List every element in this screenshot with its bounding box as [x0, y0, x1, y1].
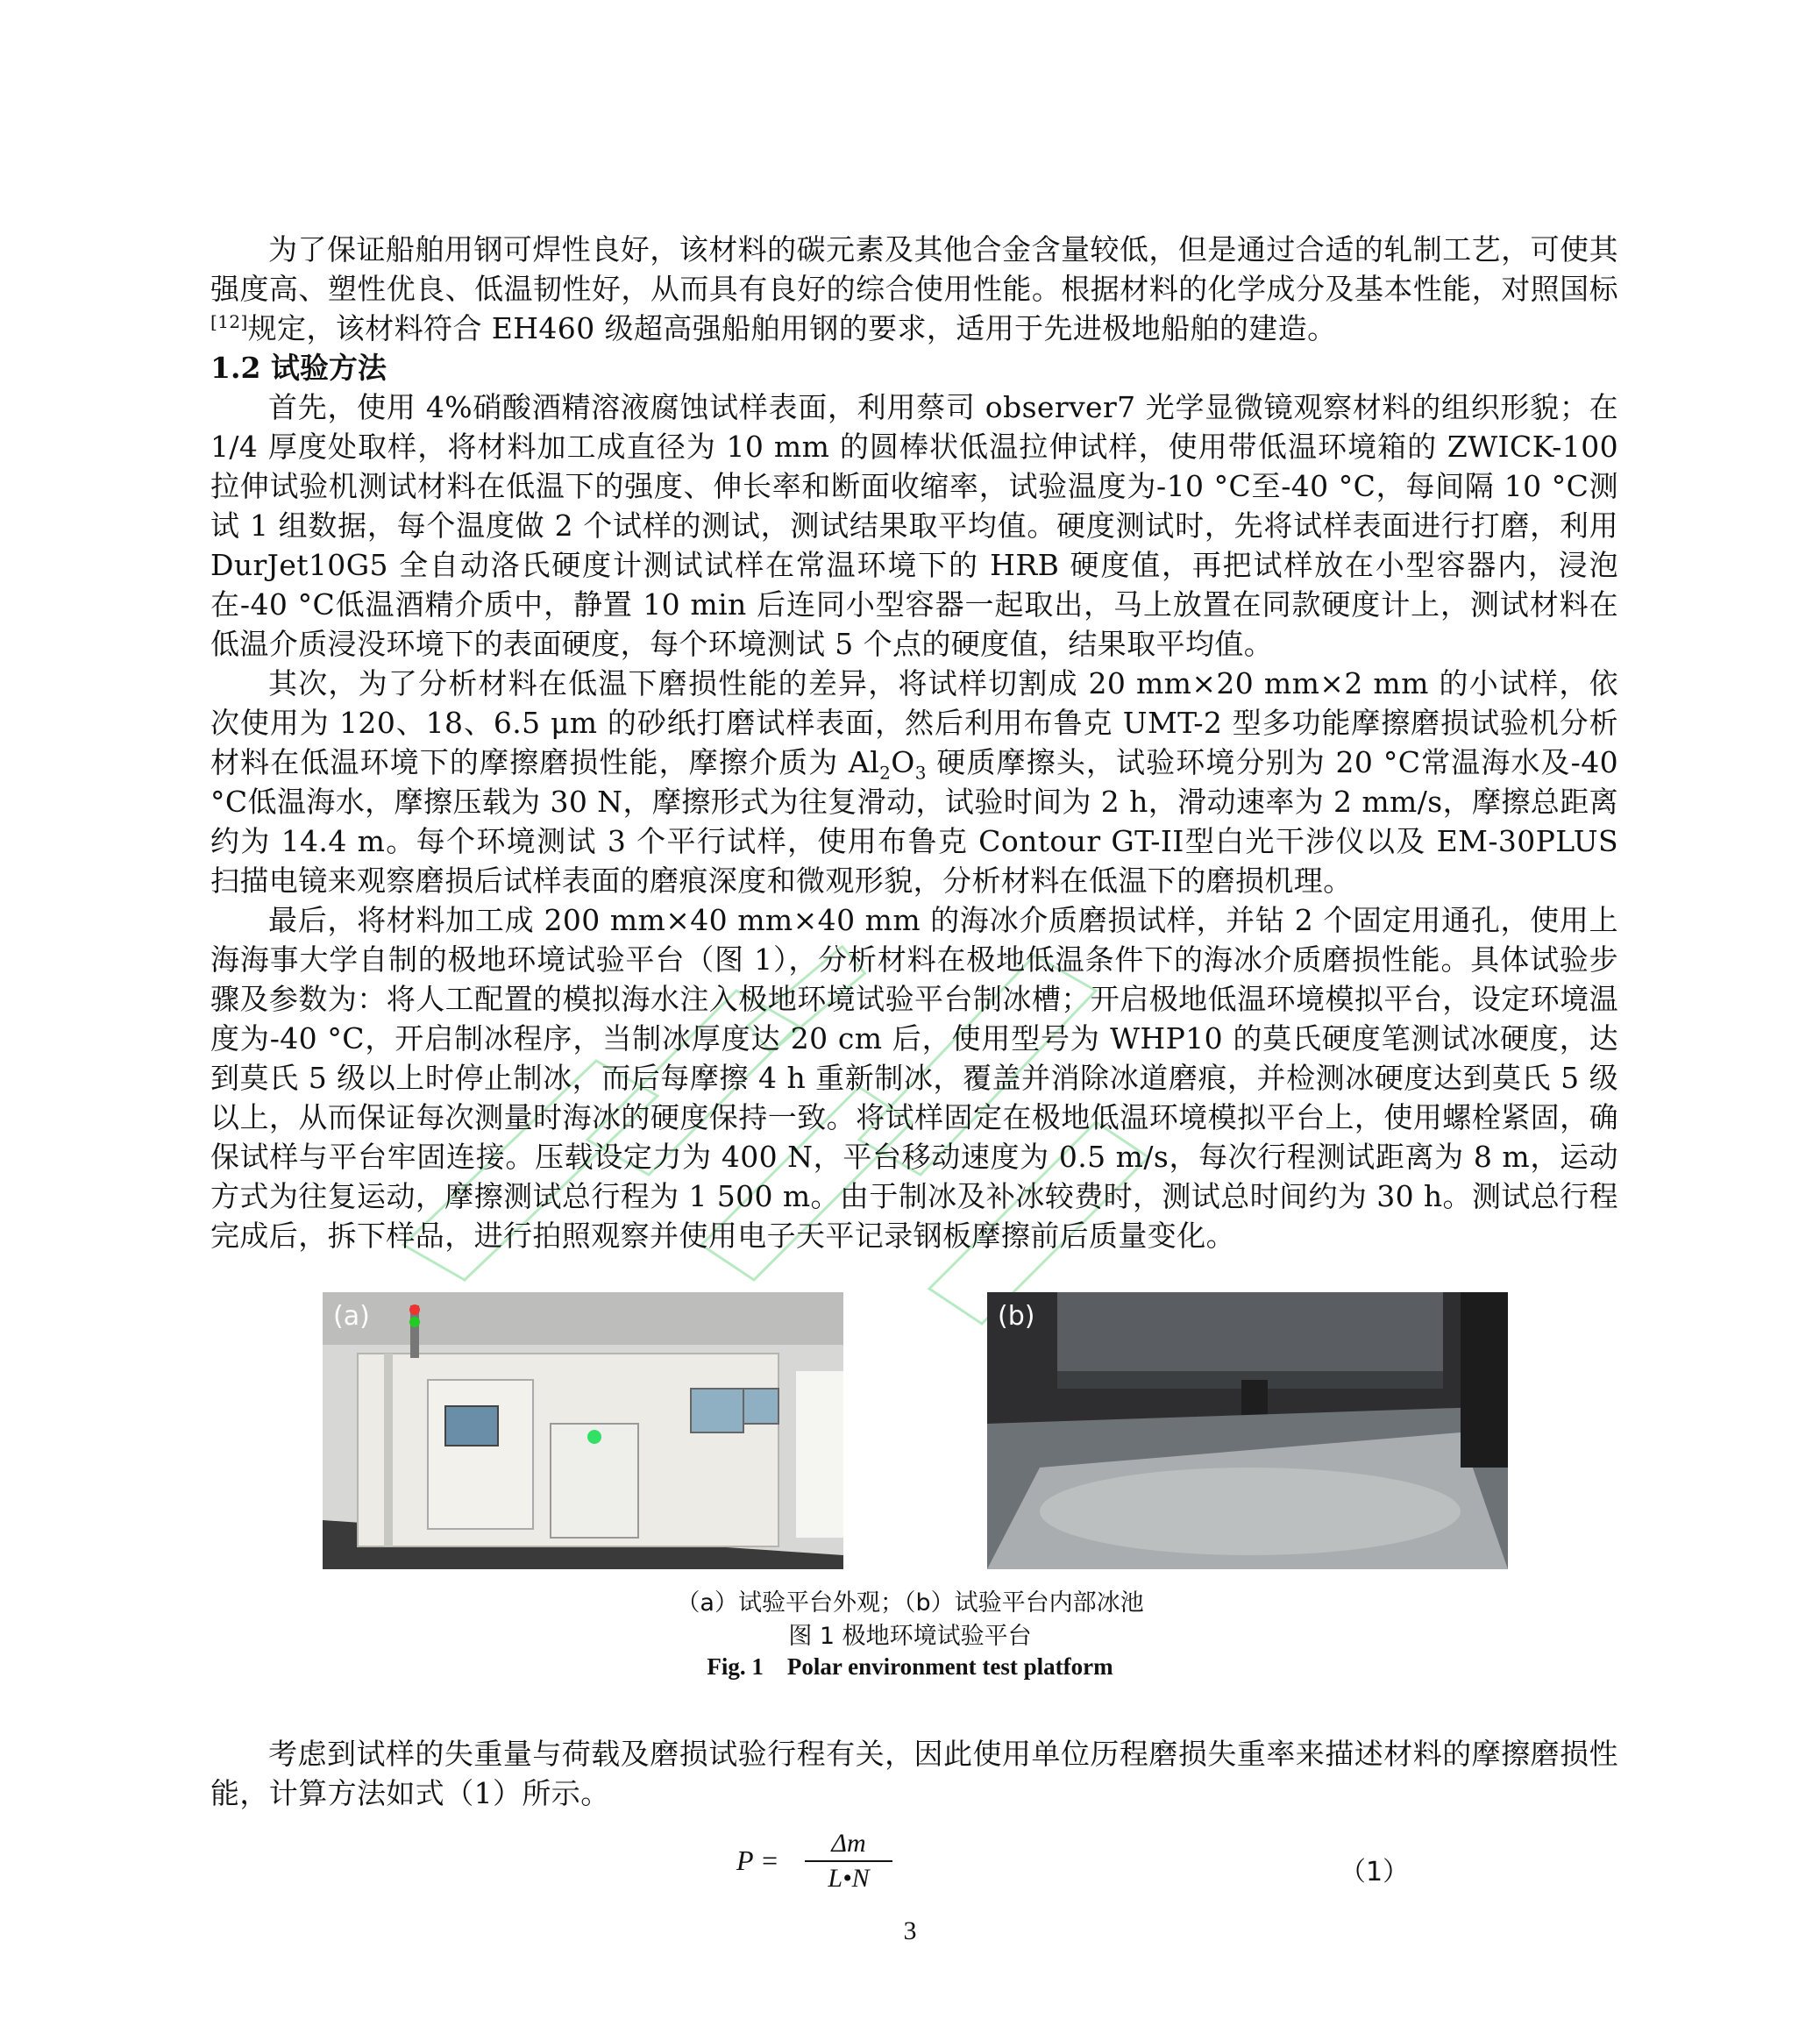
- figure-caption-en-label: Fig. 1: [707, 1653, 764, 1680]
- figure-caption-en: [0, 1653, 1820, 1681]
- figure-1: [0, 1292, 1820, 1569]
- paragraph-method-3: 最后，将材料加工成 200 mm×40 mm×40 mm 的海冰介质磨损试样，并钻 2 个固定用通孔，使用上海海事大学自制的极地环境试验平台（图 1），分析材料在极地低温条件下的海冰介质磨损性能。具体试验步骤及参数为：将人工配置的模拟海水注入极地环境试验平台制冰槽；开启极地低温环境模拟平台，设定环境温度为-40 °C，开启制冰程序，当制冰厚度达 20 cm 后，使用型号为 WHP10 的莫氏硬度笔测试冰硬度，达到莫氏 5 级以上时停止制冰，而后每摩擦 4 h 重新制冰，覆盖并消除冰道磨痕，并检测冰硬度达到莫氏 5 级以上，从而保证每次测量时海冰的硬度保持一致。将试样固定在极地低温环境模拟平台上，使用螺栓紧固，确保试样与平台牢固连接。压载设定力为 400 N，平台移动速度为 0.5 m/s，每次行程测试距离为 8 m，运动方式为往复运动，摩擦测试总行程为 1 500 m。由于制冰及补冰较费时，测试总时间约为 30 h。测试总行程完成后，拆下样品，进行拍照观察并使用电子天平记录钢板摩擦前后质量变化。: [210, 903, 1618, 1253]
- equation-fraction: [805, 1829, 892, 1894]
- reference-mark: [12]: [210, 311, 248, 332]
- section-heading: 1.2 试验方法: [210, 351, 387, 385]
- panel-a-label: (a): [333, 1301, 370, 1332]
- figure-caption-cn: 图 1 极地环境试验平台: [788, 1623, 1032, 1650]
- equation-numerator: Δm: [831, 1829, 866, 1858]
- paragraph-text-part: 其次，为了分析材料在低温下磨损性能的差异，将试样切割成 20 mm×20 mm×2 mm 的小试样，依次使用为 120、18、6.5 μm 的砂纸打磨试样表面，然后利用布鲁克 UMT-2 型多功能摩擦磨损试验机分析材料在低温环境下的摩擦磨损性能，摩擦介质为 Al: [210, 666, 1618, 779]
- photo-a-illustration: [323, 1292, 843, 1569]
- subscript: 2: [879, 762, 892, 784]
- after-figure-text: [210, 1734, 1618, 1813]
- equation-lhs: P =: [736, 1845, 779, 1876]
- intro-text-part: 规定，该材料符合 EH460 级超高强船舶用钢的要求，适用于先进极地船舶的建造。: [247, 311, 1337, 345]
- photo-test-platform-exterior: [323, 1292, 843, 1569]
- fraction-bar: [805, 1860, 892, 1862]
- intro-text-part: 为了保证船舶用钢可焊性良好，该材料的碳元素及其他合金含量较低，但是通过合适的轧制工艺，可使其强度高、塑性优良、低温韧性好，从而具有良好的综合使用性能。根据材料的化学成分及基本性能，对照国标: [210, 232, 1618, 306]
- subscript: 3: [914, 762, 927, 784]
- photo-b-illustration: [987, 1292, 1508, 1569]
- paragraph-wear-rate: 考虑到试样的失重量与荷载及磨损试验行程有关，因此使用单位历程磨损失重率来描述材料的摩擦磨损性能，计算方法如式（1）所示。: [210, 1737, 1618, 1810]
- photo-ice-pool-interior: [987, 1292, 1508, 1569]
- paragraph-text-part: O: [891, 745, 915, 779]
- equation-denominator: L•N: [828, 1864, 870, 1893]
- panel-b-label: (b): [998, 1301, 1035, 1332]
- paragraph-method-1: 首先，使用 4%硝酸酒精溶液腐蚀试样表面，利用蔡司 observer7 光学显微镜观察材料的组织形貌；在 1/4 厚度处取样，将材料加工成直径为 10 mm 的圆棒状低温拉伸试样，使用带低温环境箱的 ZWICK-100 拉伸试验机测试材料在低温下的强度、伸长率和断面收缩率，试验温度为-10 °C至-40 °C，每间隔 10 °C测试 1 组数据，每个温度做 2 个试样的测试，测试结果取平均值。硬度测试时，先将试样表面进行打磨，利用 DurJet10G5 全自动洛氏硬度计测试试样在常温环境下的 HRB 硬度值，再把试样放在小型容器内，浸泡在-40 °C低温酒精介质中，静置 10 min 后连同小型容器一起取出，马上放置在同款硬度计上，测试材料在低温介质浸没环境下的表面硬度，每个环境测试 5 个点的硬度值，结果取平均值。: [210, 390, 1618, 661]
- equation-1: [736, 1829, 912, 1893]
- page-number: 3: [903, 1916, 917, 1945]
- figure-caption-en-text: Polar environment test platform: [786, 1653, 1113, 1680]
- body-text: [210, 230, 1618, 1255]
- paragraph-method-2: [210, 664, 1618, 900]
- figure-subcaption: （a）试验平台外观；（b）试验平台内部冰池: [676, 1589, 1144, 1617]
- paragraph-text-part: 硬质摩擦头，试验环境分别为 20 °C常温海水及-40 °C低温海水，摩擦压载为 30 N，摩擦形式为往复滑动，试验时间为 2 h，滑动速率为 2 mm/s，摩擦总距离约为 14.4 m。每个环境测试 3 个平行试样，使用布鲁克 Contour GT-II型白光干涉仪以及 EM-30PLUS 扫描电镜来观察磨损后试样表面的磨痕深度和微观形貌，分析材料在低温下的磨损机理。: [210, 745, 1618, 898]
- equation-number: （1）: [1340, 1857, 1410, 1887]
- intro-paragraph: [210, 230, 1618, 348]
